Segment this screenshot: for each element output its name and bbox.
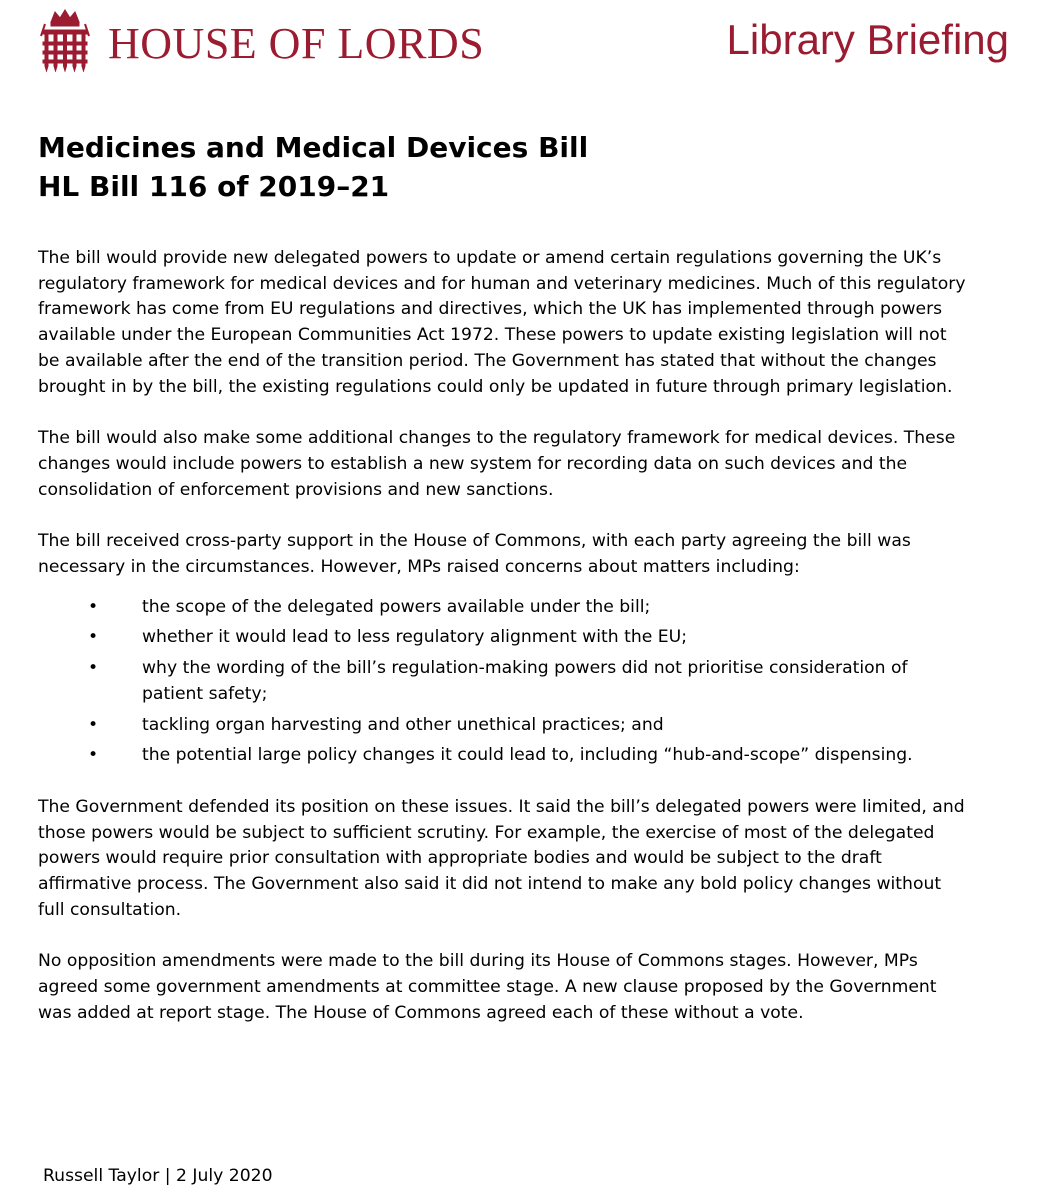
paragraph: The Government defended its position on these issues. It said the bill’s delegated powers were limited, and those powers would be subject to sufficient scrutiny. For example, the exercise of most of the delegated powers would require prior consultation with appropriate bodies and would be subject to the draft affirmative process. The Government also said it did not intend to make any bold policy changes without full consultation. [38, 796, 965, 920]
bullet-icon: • [88, 658, 99, 679]
list-item-text: why the wording of the bill’s regulation-making powers did not prioritise consideration of patient safety; [142, 658, 908, 704]
list-item [38, 625, 968, 651]
list-item [38, 713, 968, 739]
list-item [38, 595, 968, 621]
paragraph: The bill would provide new delegated powers to update or amend certain regulations governing the UK’s regulatory framework for medical devices and for human and veterinary medicines. Much of this regulatory framework has come from EU regulations and directives, which the UK has implemented through powers available under the European Communities Act 1972. These powers to update existing legislation will not be available after the end of the transition period. The Government has stated that without the changes brought in by the bill, the existing regulations could only be updated in future through primary legislation. [38, 248, 966, 397]
bullet-icon: • [88, 745, 99, 766]
list-item-text: tackling organ harvesting and other unethical practices; and [142, 714, 664, 735]
list-item [38, 656, 968, 707]
bullet-icon: • [88, 596, 99, 617]
list-item [38, 743, 968, 769]
document-type: Library Briefing [726, 16, 1009, 63]
list-item-text: whether it would lead to less regulatory alignment with the EU; [142, 627, 688, 648]
bullet-icon: • [88, 627, 99, 648]
author-date-byline: Russell Taylor | 2 July 2020 [43, 1166, 273, 1186]
title-line-2: HL Bill 116 of 2019–21 [38, 170, 390, 203]
list-item-text: the potential large policy changes it could lead to, including “hub-and-scope” dispensing. [142, 745, 913, 766]
bullet-icon: • [88, 714, 99, 735]
page-header [0, 0, 1039, 80]
paragraph: No opposition amendments were made to the bill during its House of Commons stages. However, MPs agreed some government amendments at committee stage. A new clause proposed by the Government was added at report stage. The House of Commons agreed each of these without a vote. [38, 951, 937, 1023]
paragraph: The bill received cross-party support in the House of Commons, with each party agreeing the bill was necessary in the circumstances. However, MPs raised concerns about matters including: [38, 531, 911, 578]
briefing-title [38, 128, 588, 206]
list-item-text: the scope of the delegated powers available under the bill; [142, 596, 651, 617]
concerns-list [38, 595, 968, 769]
briefing-body [38, 246, 968, 1053]
paragraph: The bill would also make some additional changes to the regulatory framework for medical devices. These changes would include powers to establish a new system for recording data on such devices and the consolidation of enforcement provisions and new sanctions. [38, 428, 956, 500]
portcullis-icon [33, 8, 97, 72]
title-line-1: Medicines and Medical Devices Bill [38, 131, 589, 164]
org-name: HOUSE OF LORDS [108, 19, 485, 68]
